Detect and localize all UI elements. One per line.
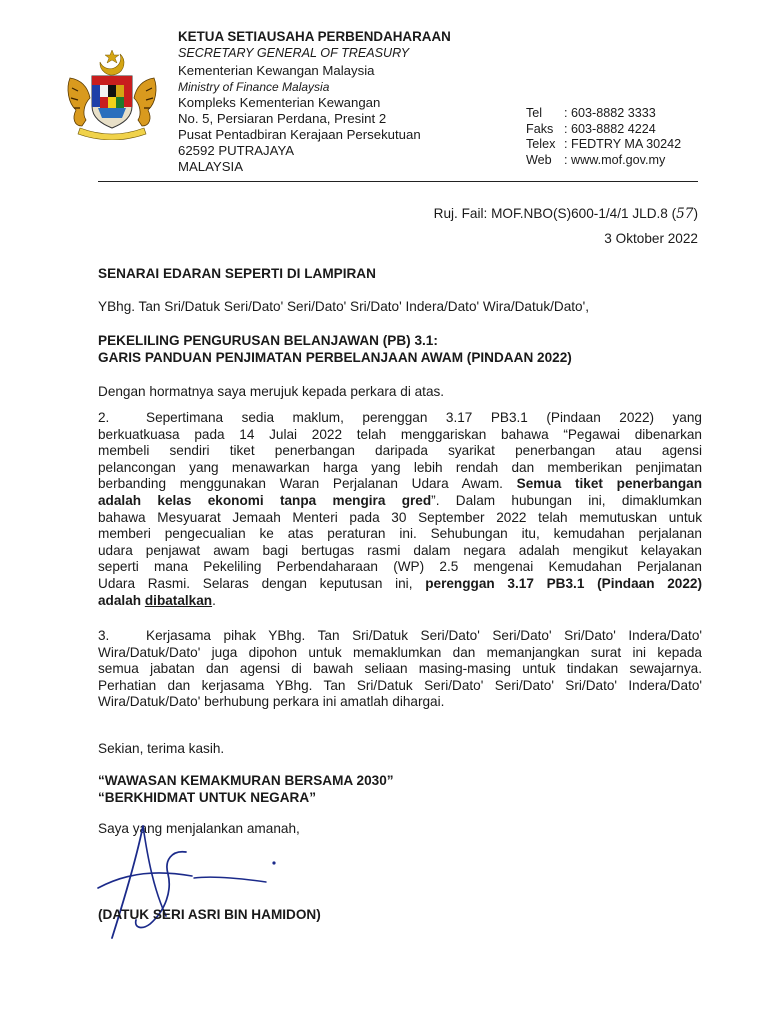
paragraph-line: pelancongan yang menawarkan harga yang lebih rendah dan memberikan penjimatan (98, 459, 702, 475)
paragraph-line (98, 493, 702, 510)
paragraph-line (98, 476, 702, 493)
contact-web (526, 153, 696, 169)
paragraph-underlined-text: dibatalkan (144, 592, 213, 608)
address-line-5: MALAYSIA (178, 159, 243, 174)
subject-line-2: GARIS PANDUAN PENJIMATAN PERBELANJAAN AWAM (PINDAAN 2022) (98, 350, 572, 365)
paragraph-line: semua jabatan dan agensi di bawah seliaan masing-masing untuk tindakan sewajarnya. (98, 661, 702, 677)
paragraph-number: 2. (98, 410, 110, 425)
address-line-4: 62592 PUTRAJAYA (178, 143, 295, 158)
paragraph-line: membeli sendiri tiket penerbangan daripada syarikat penerbangan atau agensi (98, 443, 702, 459)
paragraph-bold-text: perenggan 3.17 PB3.1 (Pindaan 2022) (425, 575, 702, 591)
paragraph-line: Wira/Datuk/Dato' berhubung perkara ini amatlah dihargai. (98, 694, 445, 710)
salutation: YBhg. Tan Sri/Datuk Seri/Dato' Seri/Dato' Sri/Dato' Indera/Dato' Wira/Datuk/Dato', (98, 299, 589, 314)
paragraph-text: . (212, 592, 216, 608)
paragraph-line: bahawa Mesyuarat Jemaah Menteri pada 30 September 2022 telah memutuskan untuk (98, 509, 702, 525)
paragraph-line (98, 576, 702, 593)
subject-line-1: PEKELILING PENGURUSAN BELANJAWAN (PB) 3.1: (98, 333, 438, 348)
slogan-2: “BERKHIDMAT UNTUK NEGARA” (98, 790, 316, 805)
paragraph-number: 3. (98, 628, 110, 643)
contact-label: Faks (526, 121, 554, 136)
paragraph-2 (98, 410, 702, 609)
sign-off-line: Saya yang menjalankan amanah, (98, 821, 300, 836)
opening-line: Dengan hormatnya saya merujuk kepada perkara di atas. (98, 384, 445, 399)
recipients-line: SENARAI EDARAN SEPERTI DI LAMPIRAN (98, 266, 376, 281)
paragraph-bold-text: Semua tiket penerbangan (516, 476, 702, 492)
contact-value: : 603-8882 3333 (564, 106, 656, 120)
file-reference (434, 205, 698, 223)
contact-value: : 603-8882 4224 (564, 121, 656, 136)
paragraph-line: Perhatian dan kerjasama YBhg. Tan Sri/Datuk Seri/Dato' Seri/Dato' Sri/Dato' Indera/Dato' (98, 677, 702, 693)
contact-label: Telex (526, 137, 556, 151)
paragraph-text: Udara Rasmi. Selaras dengan keputusan ini, (98, 575, 413, 591)
paragraph-text: Kerjasama pihak YBhg. Tan Sri/Datuk Seri/Dato' Seri/Dato' Sri/Dato' Indera/Dato' (146, 628, 702, 643)
paragraph-line (98, 410, 702, 427)
paragraph-bold-text: adalah kelas ekonomi tanpa mengira gred (98, 492, 432, 508)
handwritten-signature (88, 820, 288, 950)
letter-date: 3 Oktober 2022 (604, 231, 698, 246)
ministry-name-english: Ministry of Finance Malaysia (178, 80, 330, 94)
paragraph-line (98, 628, 702, 645)
paragraph-3 (98, 628, 702, 711)
paragraph-text: berbanding menggunakan Waran Perjalanan Udara Awam. (98, 476, 503, 492)
org-title-english: SECRETARY GENERAL OF TREASURY (178, 46, 410, 60)
paragraph-line: Wira/Datuk/Dato' juga dipohon untuk memaklumkan dan memanjangkan surat ini kepada (98, 644, 702, 660)
paragraph-line: berkuatkuasa pada 14 Julai 2022 telah menggariskan bahawa “Pegawai dibenarkan (98, 426, 702, 442)
header-divider (98, 181, 698, 182)
slogan-1: “WAWASAN KEMAKMURAN BERSAMA 2030” (98, 773, 394, 788)
file-reference-close: ) (693, 206, 698, 221)
paragraph-line: memberi pengecualian ke atas peraturan ini. Sehubungan itu, kemudahan perjalanan (98, 526, 702, 542)
address-line-3: Pusat Pentadbiran Kerajaan Persekutuan (178, 127, 421, 142)
contact-value: : FEDTRY MA 30242 (564, 137, 682, 151)
contact-label: Web (526, 152, 552, 167)
closing-line: Sekian, terima kasih. (98, 741, 225, 756)
paragraph-line: seperti mana Pekeliling Perbendaharaan (WP) 2.5 mengenai Kemudahan Perjalanan (98, 559, 702, 575)
contact-fax (526, 122, 696, 138)
contact-telex (526, 137, 696, 153)
paragraph-line (98, 593, 702, 610)
address-line-2: No. 5, Persiaran Perdana, Presint 2 (178, 111, 387, 126)
contact-label: Tel (526, 106, 543, 120)
paragraph-text: Sepertimana sedia maklum, perenggan 3.17 PB3.1 (Pindaan 2022) yang (146, 410, 702, 425)
file-reference-handwritten: 57 (676, 206, 694, 222)
signatory-name: (DATUK SERI ASRI BIN HAMIDON) (98, 907, 321, 922)
file-reference-text: Ruj. Fail: MOF.NBO(S)600-1/4/1 JLD.8 ( (433, 206, 677, 221)
address-line-1: Kompleks Kementerian Kewangan (178, 95, 381, 110)
malaysia-coat-of-arms-crest (62, 48, 162, 140)
contact-tel (526, 106, 696, 122)
paragraph-bold-text: adalah (98, 592, 142, 608)
contact-block (526, 106, 696, 168)
paragraph-line: udara penjawat awam bagi bertugas rasmi dalam negara adalah mengikut kelayakan (98, 542, 702, 558)
paragraph-text: ”. Dalam hubungan ini, dimaklumkan (431, 492, 702, 508)
org-title: KETUA SETIAUSAHA PERBENDAHARAAN (178, 29, 451, 44)
contact-value: : www.mof.gov.my (564, 152, 666, 167)
ministry-name: Kementerian Kewangan Malaysia (178, 63, 375, 78)
